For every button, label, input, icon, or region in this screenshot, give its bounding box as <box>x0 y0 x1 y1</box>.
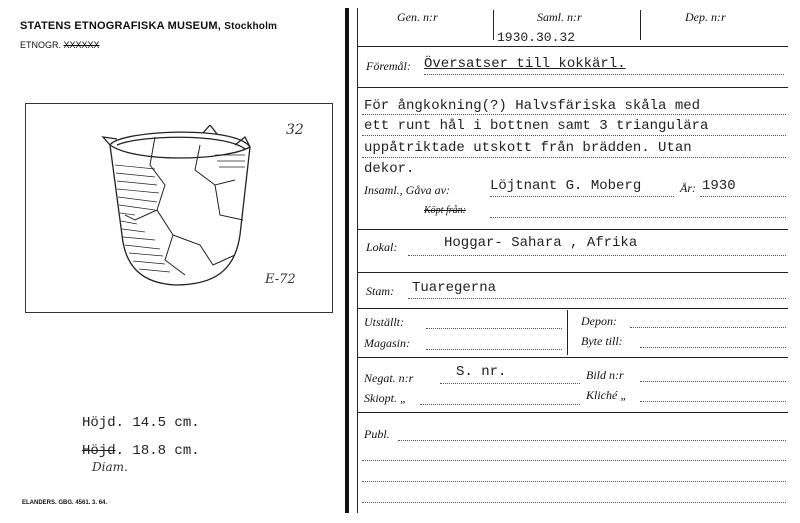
depon-label: Depon: <box>581 314 617 328</box>
catalog-number: 32 <box>286 122 304 138</box>
negat-value: S. nr. <box>456 364 507 380</box>
saml-nr-label: Saml. n:r <box>537 10 582 24</box>
bild-label: Bild n:r <box>586 368 624 382</box>
foremal-rule <box>358 87 788 88</box>
ar-value: 1930 <box>702 178 736 194</box>
foremal-label: Föremål: <box>366 59 411 73</box>
second-measure: Höjd. 18.8 cm. <box>82 443 200 459</box>
lokal-value: Hoggar- Sahara , Afrika <box>444 235 638 251</box>
foremal-value: Översatser till kokkärl. <box>424 56 626 72</box>
etnogr-struck: XXXXXX <box>63 40 100 50</box>
publ-label: Publ. <box>364 427 390 441</box>
saml-nr-value: 1930.30.32 <box>497 30 576 45</box>
insaml-value: Löjtnant G. Moberg <box>490 178 642 194</box>
stam-value: Tuaregerna <box>412 280 497 296</box>
header-divider-1 <box>493 10 494 40</box>
byte-label: Byte till: <box>581 334 623 348</box>
header-divider-2 <box>640 10 641 40</box>
height-measure: Höjd. 14.5 cm. <box>82 415 200 431</box>
diam-handwritten: Diam. <box>92 460 128 474</box>
stam-rule <box>358 308 788 309</box>
city-name: Stockholm <box>224 21 278 32</box>
description-line-3: uppåtriktade utskott från brädden. Utan <box>364 140 692 156</box>
etnogr-line: ETNOGR. XXXXXX <box>20 40 100 50</box>
printer-imprint: ELANDERS. GBG. 4561. 3. 64. <box>22 500 108 506</box>
pot-rim <box>110 145 250 158</box>
header-rule <box>358 46 788 47</box>
negat-label: Negat. n:r <box>364 371 414 385</box>
negat-rule <box>358 412 788 413</box>
lokal-label: Lokal: <box>366 240 398 254</box>
ar-label: År: <box>680 181 696 195</box>
stam-label: Stam: <box>366 284 394 298</box>
sketch-reference: E-72 <box>265 272 296 287</box>
insaml-label: Insaml., Gåva av: <box>364 183 450 197</box>
kopt-fran-struck: Köpt från: <box>424 205 466 216</box>
card-left-border <box>345 8 349 513</box>
description-line-4: dekor. <box>364 161 415 177</box>
insaml-rule <box>358 229 788 230</box>
utstallt-divider <box>567 310 568 355</box>
pot-sketch <box>95 125 270 290</box>
utstallt-label: Utställt: <box>364 315 405 329</box>
kliche-label: Kliché „ <box>586 388 627 402</box>
lokal-rule <box>358 272 788 273</box>
description-line-1: För ångkokning(?) Halvsfäriska skåla med <box>364 98 701 114</box>
pot-inner-rim <box>117 137 245 149</box>
utstallt-rule <box>358 357 788 358</box>
description-line-2: ett runt hål i bottnen samt 3 triangulära <box>364 118 709 134</box>
dep-nr-label: Dep. n:r <box>685 10 726 24</box>
museum-name: STATENS ETNOGRAFISKA MUSEUM, Stockholm <box>20 20 278 32</box>
gen-nr-label: Gen. n:r <box>397 10 438 24</box>
skiopt-label: Skiopt. „ <box>364 391 407 405</box>
card-inner-border <box>357 8 358 513</box>
magasin-label: Magasin: <box>364 336 410 350</box>
